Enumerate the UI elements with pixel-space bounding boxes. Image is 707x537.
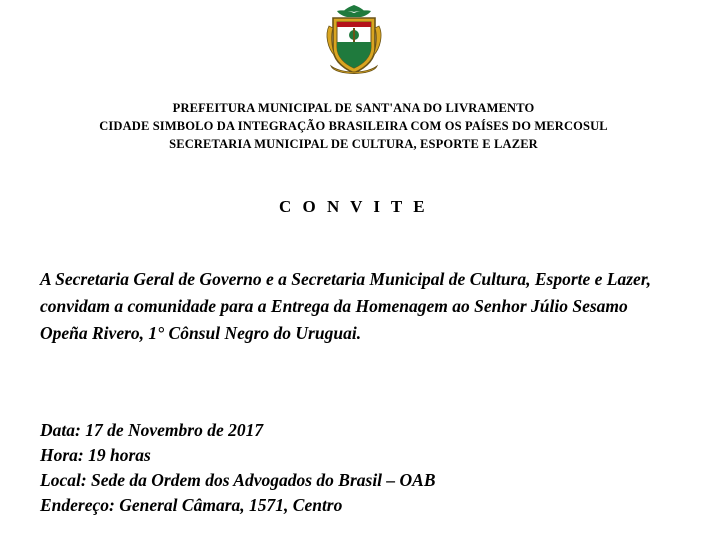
event-date: Data: 17 de Novembro de 2017: [40, 420, 264, 440]
event-address: Endereço: General Câmara, 1571, Centro: [40, 495, 343, 515]
header-line-2: CIDADE SIMBOLO DA INTEGRAÇÃO BRASILEIRA COM OS PAÍSES DO MERCOSUL: [99, 119, 608, 133]
event-time: Hora: 19 horas: [40, 445, 151, 465]
header-line-1: PREFEITURA MUNICIPAL DE SANT'ANA DO LIVRAMENTO: [172, 101, 535, 115]
crest-container: [0, 4, 707, 78]
document-header: [0, 99, 707, 153]
header-line-3: SECRETARIA MUNICIPAL DE CULTURA, ESPORTE E LAZER: [169, 137, 538, 151]
invitation-body-text: A Secretaria Geral de Governo e a Secretaria Municipal de Cultura, Esporte e Lazer, convidam a comunidade para a Entrega da Homenagem ao Senhor Júlio Sesamo Opeña Rivero, 1° Cônsul Negro do Uruguai.: [40, 269, 652, 343]
coat-of-arms-icon: [323, 4, 385, 78]
event-venue: Local: Sede da Ordem dos Advogados do Brasil – OAB: [40, 470, 436, 490]
document-title: C O N V I T E: [278, 197, 429, 216]
event-details: [40, 418, 670, 518]
